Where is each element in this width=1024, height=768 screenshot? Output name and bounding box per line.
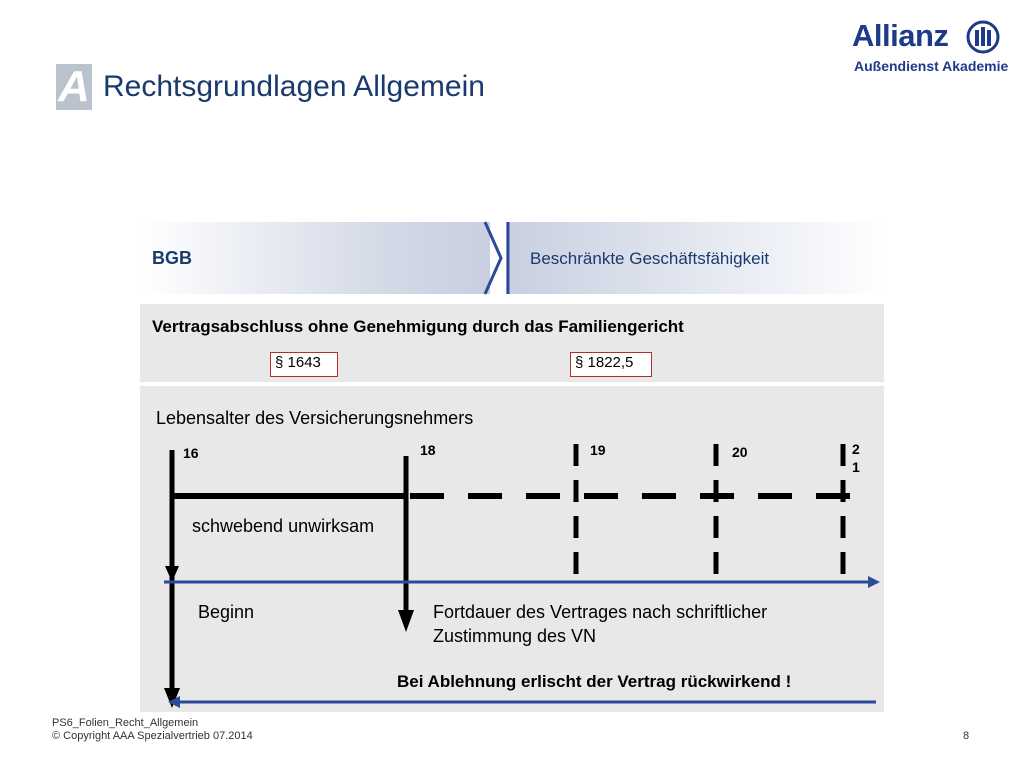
footer-document-name: PS6_Folien_Recht_Allgemein — [52, 717, 199, 729]
panel-bottom — [140, 386, 884, 712]
chapter-letter: A — [58, 62, 90, 111]
age-tick-18: 18 — [420, 442, 436, 458]
age-axis-label: Lebensalter des Versicherungsnehmers — [156, 408, 474, 428]
chapter-badge — [56, 64, 92, 110]
pending-invalid-label: schwebend unwirksam — [192, 516, 375, 536]
panel-top-title: Vertragsabschluss ohne Genehmigung durch das Familiengericht — [152, 317, 684, 336]
age-tick-21: 21 — [852, 441, 860, 475]
panel-top — [140, 304, 884, 382]
continuation-label: Fortdauer des Vertrages nach schriftlicher Zustimmung des VN — [433, 602, 768, 646]
age-tick-16: 16 — [183, 445, 199, 461]
age-tick-20: 20 — [732, 444, 748, 460]
banner-left-band — [140, 222, 490, 294]
page-title: Rechtsgrundlagen Allgemein — [103, 70, 485, 103]
banner-topic-label: Beschränkte Geschäftsfähigkeit — [530, 249, 770, 268]
chevron-right-icon — [482, 220, 512, 296]
banner-bgb-label: BGB — [152, 248, 192, 268]
paragraph-1643-box: § 1643 — [270, 352, 338, 377]
start-label: Beginn — [198, 602, 255, 622]
age-tick-19: 19 — [590, 442, 606, 458]
paragraph-1822-box: § 1822,5 — [570, 352, 652, 377]
logo-subtitle: Außendienst Akademie — [854, 58, 1009, 74]
logo-brand-text: Allianz — [852, 18, 949, 53]
allianz-eagle-icon — [966, 20, 1000, 54]
rejection-label: Bei Ablehnung erlischt der Vertrag rückwirkend ! — [397, 672, 792, 691]
footer-page-number: 8 — [963, 730, 970, 742]
footer-copyright: © Copyright AAA Spezialvertrieb 07.2014 — [52, 730, 253, 742]
allianz-logo — [852, 18, 1009, 78]
